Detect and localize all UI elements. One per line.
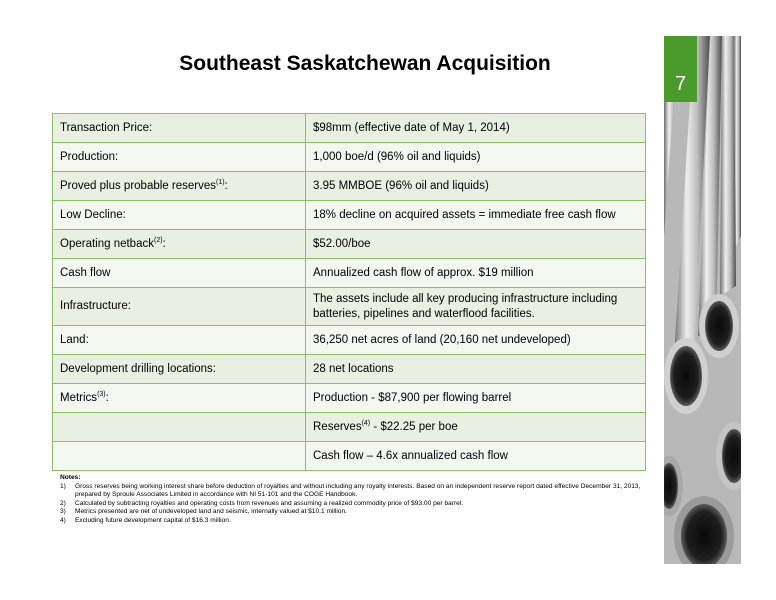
row-label (53, 230, 306, 259)
row-label (53, 413, 306, 442)
row-label: Transaction Price: (53, 114, 306, 143)
footnote-item (60, 517, 650, 526)
footnote-text: Calculated by subtracting royalties and operating costs from revenues and assuming a realized commodity price of $93.00 per barrel. (75, 499, 464, 507)
row-label: Low Decline: (53, 201, 306, 230)
row-value: $98mm (effective date of May 1, 2014) (306, 114, 646, 143)
table-row (53, 384, 646, 413)
footnote-ref: (1) (215, 178, 225, 186)
footnote-text: Gross reserves being working interest share before deduction of royalties and without including any royalty interests. Based on an independent reserve report dated effective December 31, 2013, prepared by Sproule Associates Limited in accordance with NI 51-101 and the COGE Handbook. (75, 482, 641, 499)
pipes-image (664, 36, 741, 564)
row-label-suffix: : (162, 237, 166, 250)
footnote-item (60, 483, 650, 500)
page-number-badge (664, 36, 697, 102)
footnote-text: Excluding future development capital of $16.3 million. (75, 516, 231, 524)
row-value: The assets include all key producing infrastructure including batteries, pipelines and waterflood facilities. (306, 288, 646, 326)
row-label-suffix: : (105, 391, 109, 404)
footnote-ref: (2) (153, 236, 163, 244)
pipes-photo (664, 36, 741, 564)
row-label: Development drilling locations: (53, 355, 306, 384)
row-value: 36,250 net acres of land (20,160 net undeveloped) (306, 326, 646, 355)
row-value: Production - $87,900 per flowing barrel (306, 384, 646, 413)
footnote-number: 4) (60, 516, 66, 524)
row-value (306, 413, 646, 442)
row-label: Infrastructure: (53, 288, 306, 326)
footnote-number: 1) (60, 482, 66, 490)
table-row (53, 143, 646, 172)
table-row (53, 413, 646, 442)
footnote-ref: (4) (361, 419, 371, 427)
footnote-ref: (3) (97, 390, 106, 398)
table-row (53, 288, 646, 326)
row-value-suffix: - $22.25 per boe (370, 420, 458, 433)
table-row (53, 201, 646, 230)
row-label (53, 442, 306, 471)
row-value: 3.95 MMBOE (96% oil and liquids) (306, 172, 646, 201)
row-label-text: Metrics (60, 391, 98, 404)
row-value: 18% decline on acquired assets = immediate free cash flow (306, 201, 646, 230)
row-label-suffix: : (224, 179, 228, 192)
table-row (53, 326, 646, 355)
footnote-text: Metrics presented are net of undeveloped land and seismic, internally valued at $10.1 million. (75, 508, 347, 516)
footnote-number: 3) (60, 508, 66, 516)
notes-header: Notes: (60, 474, 81, 481)
table-row (53, 114, 646, 143)
row-label-text: Proved plus probable reserves (60, 179, 216, 192)
row-value: Annualized cash flow of approx. $19 million (306, 259, 646, 288)
table-row (53, 259, 646, 288)
row-value: 28 net locations (306, 355, 646, 384)
table-row (53, 442, 646, 471)
acquisition-table (52, 113, 646, 471)
row-label-text: Operating netback (60, 237, 154, 250)
row-value: $52.00/boe (306, 230, 646, 259)
slide-title: Southeast Saskatchewan Acquisition (179, 52, 551, 75)
row-value-text: Reserves (313, 420, 362, 433)
footnotes (60, 474, 650, 526)
table-row (53, 355, 646, 384)
table-row (53, 230, 646, 259)
row-label: Cash flow (53, 259, 306, 288)
row-label (53, 384, 306, 413)
row-value: Cash flow – 4.6x annualized cash flow (306, 442, 646, 471)
row-label: Land: (53, 326, 306, 355)
footnote-item (60, 508, 650, 517)
footnote-item (60, 500, 650, 509)
table-row (53, 172, 646, 201)
row-label (53, 172, 306, 201)
page-number: 7 (674, 73, 687, 95)
row-label: Production: (53, 143, 306, 172)
footnote-number: 2) (60, 499, 66, 507)
row-value: 1,000 boe/d (96% oil and liquids) (306, 143, 646, 172)
